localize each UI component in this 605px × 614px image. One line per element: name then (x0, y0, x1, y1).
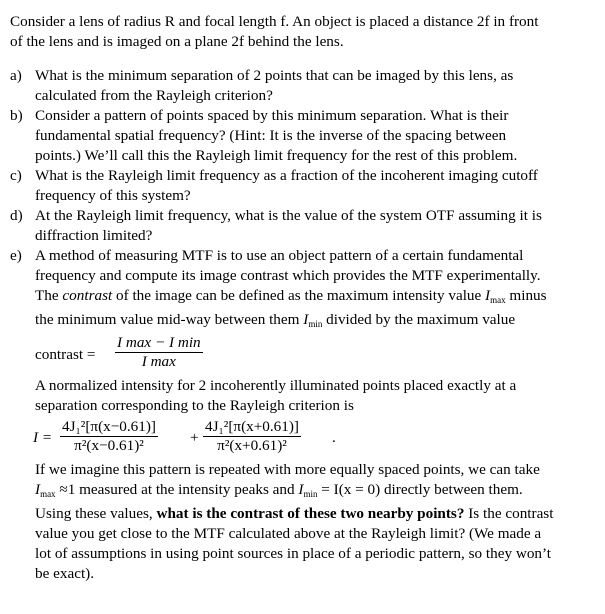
contrast-numerator: I max − I min (117, 334, 201, 351)
problem-document (10, 12, 595, 584)
question-c (10, 166, 595, 206)
question-d (10, 206, 595, 246)
contrast-fraction (115, 334, 203, 371)
question-e-para-6: value you get close to the MTF calculated above at the Rayleigh limit? (We made a (35, 525, 542, 542)
question-e-para-3: If we imagine this pattern is repeated with more equally spaced points, we can take (35, 461, 540, 478)
question-a-line-1: What is the minimum separation of 2 points that can be imaged by this lens, as (35, 67, 514, 84)
term-1-numerator: 4J₁²[π(x−0.61)] (62, 418, 156, 435)
question-a (10, 66, 595, 106)
contrast-denominator: I max (141, 353, 176, 370)
question-e-line-3: The contrast of the image can be defined as the maximum intensity value $I_{max}$ minus (35, 287, 547, 305)
term-2-numerator: 4J₁²[π(x+0.61)] (205, 418, 299, 435)
question-e-line-4: the minimum value mid-way between them $I_{min}$ divided by the maximum value (35, 311, 516, 329)
question-d-label: d) (10, 207, 23, 224)
contrast-formula (35, 334, 595, 376)
question-e-para-5: Using these values, what is the contrast of these two nearby points? Is the contrast (35, 505, 554, 522)
term-2-denominator: π²(x+0.61)² (217, 437, 287, 454)
question-b-line-2: fundamental spatial frequency? (Hint: It is the inverse of the spacing between (35, 127, 507, 144)
question-e-label: e) (10, 247, 22, 264)
question-e-para-4: $I_{max} \approx 1$ measured at the intensity peaks and $I_{min} = I(x = 0)$ directly between them. (35, 481, 523, 499)
question-d-line-2: diffraction limited? (35, 227, 153, 244)
question-e-para-1: A normalized intensity for 2 incoherently illuminated points placed exactly at a (35, 377, 517, 394)
intro-line-1: Consider a lens of radius R and focal length f. An object is placed a distance 2f in front (10, 13, 539, 30)
plus-sign: + (190, 429, 199, 446)
intensity-term-1 (60, 418, 158, 455)
term-1-denominator: π²(x−0.61)² (74, 437, 144, 454)
question-c-label: c) (10, 167, 22, 184)
question-e (10, 246, 595, 584)
intensity-term-2 (203, 418, 301, 455)
question-e-para-7: lot of assumptions in using point sources in place of a periodic pattern, so they won’t (35, 545, 552, 562)
intensity-formula (10, 416, 595, 460)
question-c-line-1: What is the Rayleigh limit frequency as a fraction of the incoherent imaging cutoff (35, 167, 538, 184)
intensity-lhs: I = (33, 429, 53, 446)
question-b (10, 106, 595, 166)
question-e-line-2: frequency and compute its image contrast which provides the MTF experimentally. (35, 267, 541, 284)
question-e-para-2: separation corresponding to the Rayleigh criterion is (35, 397, 354, 414)
question-e-para-8: be exact). (35, 565, 95, 582)
question-e-line-1: A method of measuring MTF is to use an object pattern of a certain fundamental (35, 247, 524, 264)
question-d-line-1: At the Rayleigh limit frequency, what is the value of the system OTF assuming it is (35, 207, 542, 224)
contrast-label: contrast = (35, 346, 96, 363)
question-a-line-2: calculated from the Rayleigh criterion? (35, 87, 273, 104)
question-a-label: a) (10, 67, 22, 84)
intro-line-2: of the lens and is imaged on a plane 2f behind the lens. (10, 33, 344, 50)
question-c-line-2: frequency of this system? (35, 187, 191, 204)
question-b-line-1: Consider a pattern of points spaced by this minimum separation. What is their (35, 107, 509, 124)
problem-intro (10, 12, 595, 52)
question-b-label: b) (10, 107, 23, 124)
question-b-line-3: points.) We’ll call this the Rayleigh limit frequency for the rest of this problem. (35, 147, 518, 164)
formula-period: . (332, 429, 336, 446)
